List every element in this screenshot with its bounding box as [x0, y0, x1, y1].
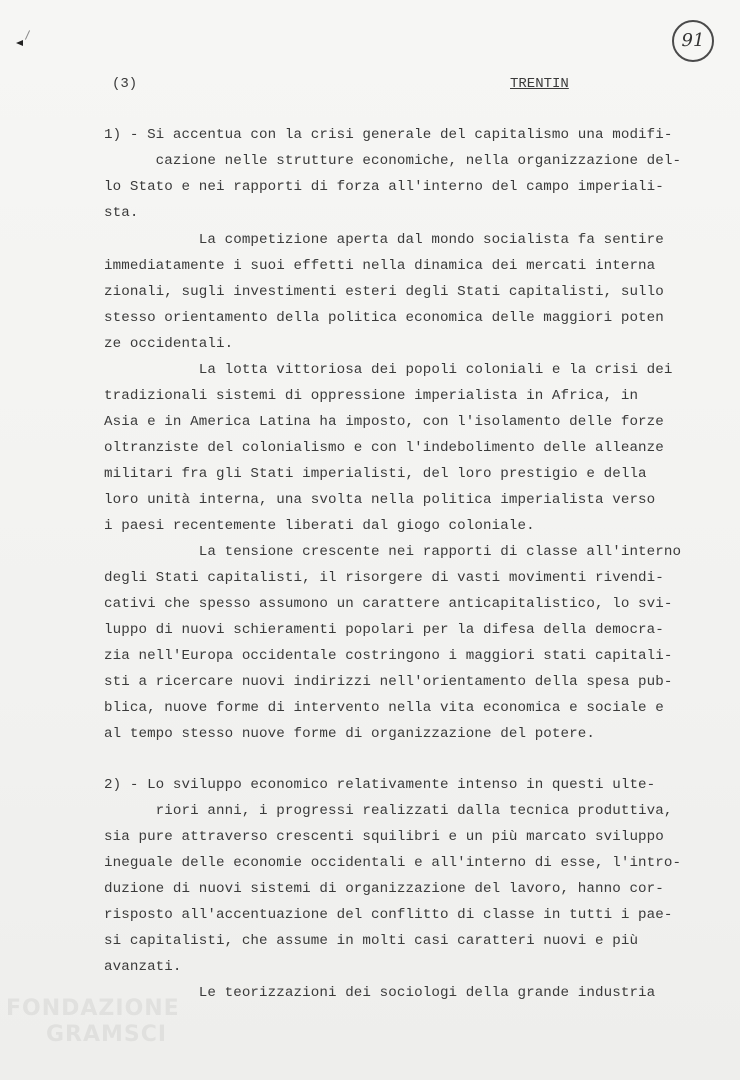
archive-watermark [6, 996, 180, 1048]
text-line: La tensione crescente nei rapporti di classe all'interno [104, 544, 682, 560]
text-line: sta. [104, 205, 139, 221]
author-name: TRENTIN [510, 76, 569, 92]
margin-mark-icon [16, 40, 23, 46]
text-line: oltranziste del colonialismo e con l'indebolimento delle alleanze [104, 440, 664, 456]
text-line: 1) - Si accentua con la crisi generale del capitalismo una modifi- [104, 127, 673, 143]
text-line: loro unità interna, una svolta nella politica imperialista verso [104, 492, 656, 508]
text-line: lo Stato e nei rapporti di forza all'interno del campo imperiali- [104, 179, 664, 195]
text-line: riori anni, i progressi realizzati dalla tecnica produttiva, [104, 803, 673, 819]
text-line: cazione nelle strutture economiche, nella organizzazione del- [104, 153, 682, 169]
text-line: avanzati. [104, 959, 182, 975]
text-line: luppo di nuovi schieramenti popolari per la difesa della democra- [104, 622, 664, 638]
section-label: (3) [112, 76, 138, 92]
text-line: militari fra gli Stati imperialisti, del loro prestigio e della [104, 466, 647, 482]
text-line: Asia e in America Latina ha imposto, con l'isolamento delle forze [104, 414, 664, 430]
text-line: tradizionali sistemi di oppressione imperialista in Africa, in [104, 388, 639, 404]
watermark-line: GRAMSCI [46, 1022, 168, 1047]
text-line: immediatamente i suoi effetti nella dinamica dei mercati interna [104, 258, 656, 274]
text-line: Le teorizzazioni dei sociologi della grande industria [104, 985, 656, 1001]
text-line: La competizione aperta dal mondo socialista fa sentire [104, 232, 664, 248]
text-line: al tempo stesso nuove forme di organizzazione del potere. [104, 726, 595, 742]
text-line: cativi che spesso assumono un carattere anticapitalistico, lo svi- [104, 596, 673, 612]
margin-mark-tail [25, 30, 30, 39]
text-line: duzione di nuovi sistemi di organizzazione del lavoro, hanno cor- [104, 881, 664, 897]
text-line: ze occidentali. [104, 336, 234, 352]
text-line: zia nell'Europa occidentale costringono i maggiori stati capitali- [104, 648, 673, 664]
page-number-circled: 91 [672, 20, 714, 62]
text-line: zionali, sugli investimenti esteri degli Stati capitalisti, sullo [104, 284, 664, 300]
text-line: sia pure attraverso crescenti squilibri e un più marcato sviluppo [104, 829, 664, 845]
text-line: sti a ricercare nuovi indirizzi nell'orientamento della spesa pub- [104, 674, 673, 690]
text-line: La lotta vittoriosa dei popoli coloniali e la crisi dei [104, 362, 673, 378]
text-line: risposto all'accentuazione del conflitto di classe in tutti i pae- [104, 907, 673, 923]
text-line: ineguale delle economie occidentali e all'interno di esse, l'intro- [104, 855, 682, 871]
text-line: 2) - Lo sviluppo economico relativamente intenso in questi ulte- [104, 777, 656, 793]
text-line: stesso orientamento della politica economica delle maggiori poten [104, 310, 664, 326]
text-line: i paesi recentemente liberati dal giogo coloniale. [104, 518, 535, 534]
text-line: blica, nuove forme di intervento nella vita economica e sociale e [104, 700, 664, 716]
text-line: si capitalisti, che assume in molti casi caratteri nuovi e più [104, 933, 639, 949]
watermark-line: FONDAZIONE [6, 996, 180, 1021]
text-line: degli Stati capitalisti, il risorgere di vasti movimenti rivendi- [104, 570, 664, 586]
